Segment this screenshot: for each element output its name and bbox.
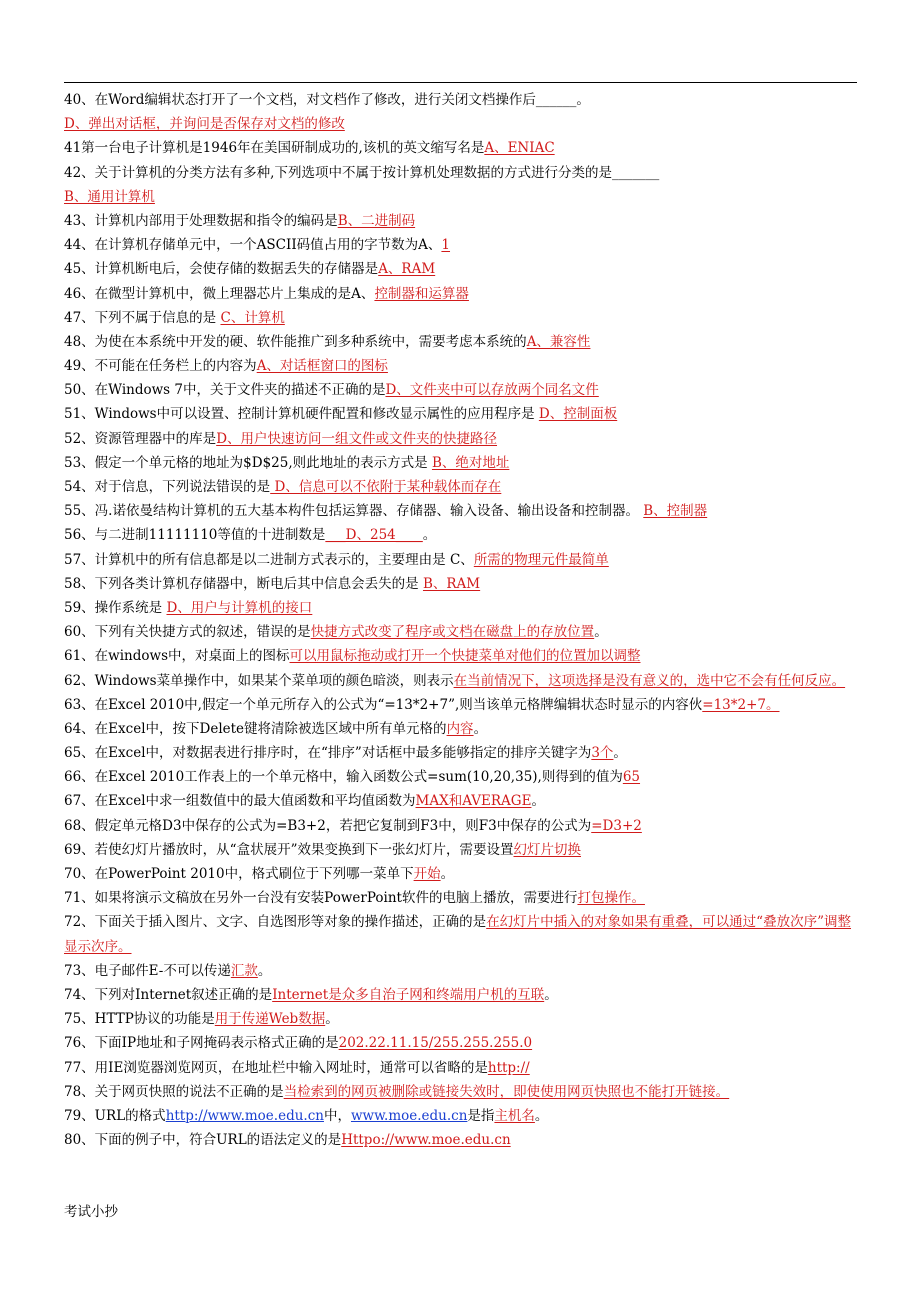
answer-text: MAX和AVERAGE	[415, 793, 532, 810]
question-line	[64, 1031, 864, 1055]
question-text: 46、在微型计算机中，微上理器芯片上集成的是A、	[64, 285, 375, 302]
answer-text: http://	[487, 1059, 530, 1076]
question-line	[64, 523, 864, 547]
question-text: 62、Windows菜单操作中，如果某个菜单项的颜色暗淡，则表示	[64, 672, 454, 689]
question-line	[64, 282, 864, 306]
question-text: 58、下列各类计算机存储器中，断电后其中信息会丢失的是	[64, 575, 423, 592]
punctuation: 。	[473, 720, 488, 737]
answer-text: D、控制面板	[538, 406, 618, 423]
answer-text: 1	[441, 237, 451, 254]
answer-text: A、兼容性	[526, 333, 591, 350]
question-text: 70、在PowerPoint 2010中，格式刷位于下列哪一菜单下	[64, 866, 414, 883]
question-text: 64、在Excel中，按下Delete键将清除被选区域中所有单元格的	[64, 720, 447, 737]
answer-text: 用于传递Web数据	[214, 1011, 326, 1028]
question-line	[64, 1104, 864, 1128]
question-line	[64, 789, 864, 813]
question-text: 68、假定单元格D3中保存的公式为=B3+2，若把它复制到F3中，则F3中保存的公式为	[64, 817, 592, 834]
question-text: 43、计算机内部用于处理数据和指令的编码是	[64, 212, 338, 229]
question-line	[64, 910, 864, 958]
question-line	[64, 185, 864, 209]
question-text: 52、资源管理器中的库是	[64, 430, 217, 447]
answer-text: 内容	[446, 720, 474, 737]
question-text: 76、下面IP地址和子网掩码表示格式正确的是	[64, 1035, 339, 1052]
question-line	[64, 499, 864, 523]
answer-text: 3个	[591, 745, 614, 762]
answer-text: B、RAM	[422, 575, 481, 592]
punctuation: 。	[613, 745, 627, 762]
punctuation: 。	[325, 1011, 339, 1028]
question-text: 45、计算机断电后，会使存储的数据丢失的存储器是	[64, 261, 379, 278]
question-line	[64, 1080, 864, 1104]
answer-text: 快捷方式改变了程序或文档在磁盘上的存放位置	[310, 624, 595, 641]
question-line	[64, 1007, 864, 1031]
question-line	[64, 257, 864, 281]
punctuation: 。	[257, 962, 272, 979]
question-line	[64, 644, 864, 668]
answer-text: A、ENIAC	[484, 140, 555, 157]
question-line	[64, 717, 864, 741]
question-line	[64, 233, 864, 257]
punctuation: 。	[531, 793, 545, 810]
answer-text: C、计算机	[220, 309, 285, 326]
question-line	[64, 330, 864, 354]
question-line	[64, 354, 864, 378]
question-text: 42、关于计算机的分类方法有多种,下列选项中不属于按计算机处理数据的方式进行分类的是_______	[64, 164, 660, 181]
question-line	[64, 548, 864, 572]
answer-text: B、二进制码	[337, 212, 416, 229]
question-text: 80、下面的例子中，符合URL的语法定义的是	[64, 1132, 342, 1149]
question-text: 60、下列有关快捷方式的叙述，错误的是	[64, 624, 311, 641]
answer-text: 当检索到的网页被删除或链接失效时，即使使用网页快照也不能打开链接。	[283, 1083, 730, 1100]
question-text: 40、在Word编辑状态打开了一个文档，对文档作了修改，进行关闭文档操作后______。	[64, 92, 590, 108]
question-text: 57、计算机中的所有信息都是以二进制方式表示的，主要理由是 C、	[64, 551, 474, 568]
question-line	[64, 983, 864, 1007]
question-text: 75、HTTP协议的功能是	[64, 1011, 215, 1028]
question-line	[64, 378, 864, 402]
question-text: 56、与二进制11111110等值的十进制数是	[64, 527, 326, 544]
question-text: 49、不可能在任务栏上的内容为	[64, 358, 257, 375]
question-text: 是指	[467, 1107, 495, 1124]
question-text: 66、在Excel 2010工作表上的一个单元格中，输入函数公式=sum(10,20,35),则得到的值为	[64, 769, 623, 786]
question-line	[64, 572, 864, 596]
answer-text: 幻灯片切换	[513, 841, 581, 858]
question-text: 65、在Excel中，对数据表进行排序时，在“排序”对话框中最多能够指定的排序关键字为	[64, 745, 592, 762]
question-line	[64, 88, 864, 112]
question-line	[64, 765, 864, 789]
answer-text: D、用户与计算机的接口	[166, 599, 313, 616]
question-line	[64, 136, 864, 160]
answer-text: 在当前情况下，这项选择是没有意义的，选中它不会有任何反应。	[453, 672, 846, 689]
answer-text: Httpo://www.moe.edu.cn	[341, 1132, 511, 1149]
question-text: 79、URL的格式	[64, 1107, 166, 1124]
question-line	[64, 838, 864, 862]
answer-text: 在幻灯片中插入的对象如果有重叠，可以通过“叠放次序”调整显示次序。	[64, 914, 851, 955]
punctuation: 。	[534, 1107, 549, 1124]
punctuation: 。	[440, 866, 455, 883]
answer-text: A、对话框窗口的图标	[256, 358, 388, 375]
question-line	[64, 161, 864, 185]
answer-text: B、通用计算机	[64, 188, 155, 205]
answer-text: 汇款	[230, 962, 258, 979]
question-text: 69、若使幻灯片播放时，从“盒状展开”效果变换到下一张幻灯片，需要设置	[64, 841, 514, 858]
question-line	[64, 814, 864, 838]
question-line	[64, 693, 864, 717]
answer-text: D、用户快速访问一组文件或文件夹的快捷路径	[216, 430, 498, 447]
question-line	[64, 112, 864, 136]
question-line	[64, 427, 864, 451]
question-line	[64, 475, 864, 499]
question-line	[64, 620, 864, 644]
answer-text: D、信息可以不依附于某种载体而存在	[270, 479, 502, 495]
question-text: 73、电子邮件E-不可以传递	[64, 962, 231, 979]
question-text: 78、关于网页快照的说法不正确的是	[64, 1083, 284, 1100]
question-text: 54、对于信息，下列说法错误的是	[64, 479, 271, 495]
question-text: 中，	[323, 1107, 351, 1124]
question-text: 51、Windows中可以设置、控制计算机硬件配置和修改显示属性的应用程序是	[64, 406, 539, 423]
answer-text: 打包操作。	[577, 890, 645, 907]
question-text: 59、操作系统是	[64, 599, 167, 616]
question-text: 71、如果将演示文稿放在另外一台没有安装PowerPoint软件的电脑上播放，需要进行	[64, 890, 578, 907]
question-text: 63、在Excel 2010中,假定一个单元所存入的公式为“=13*2+7”,则当该单元格牌编辑状态时显示的内容伙	[64, 696, 703, 713]
answer-text: 开始	[413, 866, 441, 883]
question-text: 47、下列不属于信息的是	[64, 309, 221, 326]
question-list	[64, 88, 864, 1152]
question-line	[64, 959, 864, 983]
question-text: 77、用IE浏览器浏览网页，在地址栏中输入网址时，通常可以省略的是	[64, 1059, 488, 1076]
answer-text: A、RAM	[378, 261, 436, 278]
answer-text: Internet是众多自治子网和终端用户机的互联	[272, 986, 545, 1003]
answer-text: 主机名	[494, 1107, 535, 1124]
question-text: 44、在计算机存储单元中，一个ASCII码值占用的字节数为A、	[64, 237, 442, 254]
question-text: 72、下面关于插入图片、文字、自选图形等对象的操作描述，正确的是	[64, 914, 487, 931]
url-link[interactable]: http://www.moe.edu.cn	[165, 1107, 324, 1124]
question-text: 61、在windows中，对桌面上的图标	[64, 648, 290, 665]
answer-text: D、文件夹中可以存放两个同名文件	[385, 382, 599, 399]
question-line	[64, 402, 864, 426]
answer-text: D、弹出对话框，并询问是否保存对文档的修改	[64, 116, 345, 133]
question-line	[64, 1056, 864, 1080]
answer-text: 所需的物理元件最简单	[473, 551, 609, 568]
question-text: 41第一台电子计算机是1946年在美国研制成功的,该机的英文缩写名是	[64, 140, 485, 157]
punctuation: 。	[544, 986, 558, 1003]
question-line	[64, 451, 864, 475]
question-text: 53、假定一个单元格的地址为$D$25,则此地址的表示方式是	[64, 454, 432, 471]
question-line	[64, 886, 864, 910]
punctuation: 。	[594, 624, 608, 641]
answer-text: 控制器和运算器	[374, 285, 469, 302]
question-text: 74、下列对Internet叙述正确的是	[64, 986, 273, 1003]
question-line	[64, 1128, 864, 1152]
question-line	[64, 741, 864, 765]
question-line	[64, 209, 864, 233]
question-line	[64, 862, 864, 886]
punctuation: 。	[422, 527, 437, 544]
answer-text: =13*2+7。	[702, 696, 780, 713]
answer-text: B、控制器	[643, 503, 708, 520]
answer-text: 65	[622, 769, 641, 786]
answer-text: 可以用鼠标拖动或打开一个快捷菜单对他们的位置加以调整	[289, 648, 641, 665]
url-link[interactable]: www.moe.edu.cn	[350, 1107, 468, 1124]
question-line	[64, 596, 864, 620]
question-line	[64, 306, 864, 330]
footer-text: 考试小抄	[64, 1204, 118, 1220]
answer-text: =D3+2	[591, 817, 642, 834]
answer-text: 202.22.11.15/255.255.255.0	[338, 1035, 533, 1052]
question-text: 48、为使在本系统中开发的硬、软件能推广到多种系统中，需要考虑本系统的	[64, 333, 527, 350]
question-text: 67、在Excel中求一组数值中的最大值函数和平均值函数为	[64, 793, 416, 810]
question-text: 50、在Windows 7中，关于文件夹的描述不正确的是	[64, 382, 386, 399]
answer-text: ___D、254____	[325, 527, 423, 544]
header-rule	[64, 82, 857, 83]
question-line	[64, 669, 864, 693]
question-text: 55、冯.诺依曼结构计算机的五大基本构件包括运算器、存储器、输入设备、输出设备和控制器。	[64, 503, 644, 520]
answer-text: B、绝对地址	[431, 454, 510, 471]
